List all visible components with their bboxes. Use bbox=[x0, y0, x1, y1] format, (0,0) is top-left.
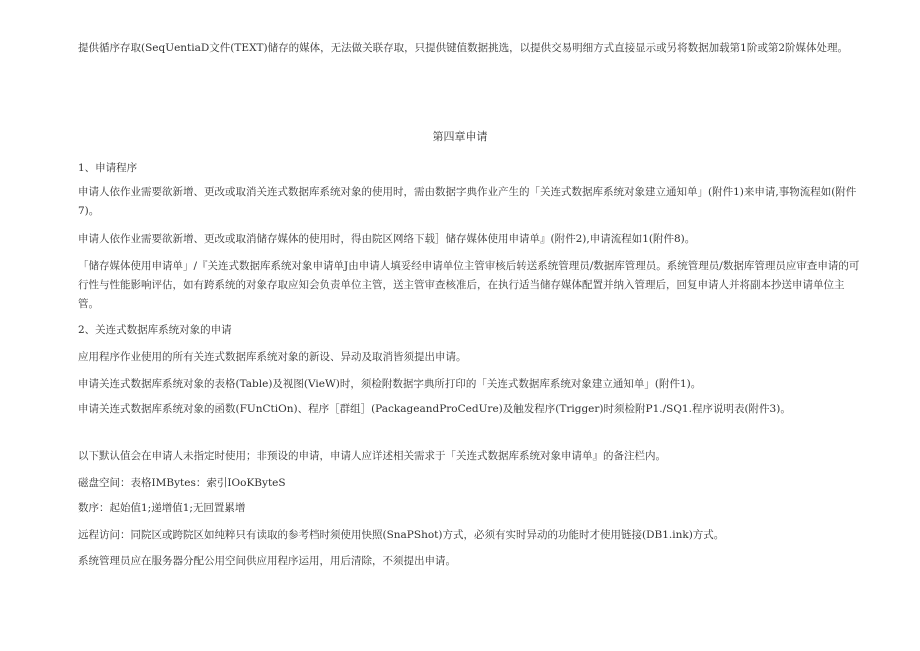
section-2-paragraph-1: 应用程序作业使用的所有关连式数据库系统对象的新设、异动及取消皆须提出申请。 bbox=[78, 351, 467, 363]
disk-space-line: 磁盘空间：表格IMBytes：索引IOoKByteS bbox=[78, 477, 286, 489]
section-1-paragraph-1: 申请人依作业需要欲新增、更改或取消关连式数据库系统对象的使用时，需由数据字典作业产生的「关连式数据库系统对象建立通知单」(附件1)来申请,事物流程如(附件7)。 bbox=[78, 186, 857, 217]
section-2-heading: 2、关连式数据库系统对象的申请 bbox=[78, 324, 232, 336]
chapter-title: 第四章申请 bbox=[432, 130, 488, 143]
remote-access-line: 远程访问：同院区或跨院区如纯粹只有读取的参考档时须使用快照(SnaPShot)方式，必须有实时异动的功能时才使用链接(DB1.ink)方式。 bbox=[78, 529, 725, 541]
section-2-paragraph-8: 系统管理员应在服务器分配公用空间供应用程序运用，用后清除，不须提出申请。 bbox=[78, 555, 456, 567]
sequence-line: 数序：起始值1;递增值1;无回置累增 bbox=[78, 502, 246, 514]
section-2-paragraph-3: 申请关连式数据库系统对象的函数(FUnCtiOn)、程序［群组］(PackageandProCedUre)及触发程序(Trigger)时须检附P1./SQ1.程序说明表(附件3)。 bbox=[78, 403, 791, 415]
section-2-paragraph-2: 申请关连式数据库系统对象的表格(Table)及视图(VieW)时，须检附数据字典所打印的「关连式数据库系统对象建立通知单」(附件1)。 bbox=[78, 378, 702, 390]
section-2-paragraph-4: 以下默认值会在申请人未指定时使用；非预设的申请，申请人应详述相关需求于「关连式数据库系统对象申请单』的备注栏内。 bbox=[78, 450, 666, 462]
section-1-paragraph-2: 申请人依作业需要欲新增、更改或取消储存媒体的使用时，得由院区网络下载］储存媒体使用申请单』(附件2),申请流程如1(附件8)。 bbox=[78, 233, 696, 245]
section-1-heading: 1、申请程序 bbox=[78, 162, 138, 174]
intro-paragraph: 提供循序存取(SeqUentiaD文件(TEXT)储存的媒体，无法做关联存取，只提供键值数据挑选，以提供交易明细方式直接显示或另将数据加载第1阶或第2阶媒体处理。 bbox=[78, 42, 849, 54]
section-1-paragraph-3: 「储存媒体使用申请单」/『关连式数据库系统对象申请单J由申请人填妥经申请单位主管审核后转送系统管理员/数据库管理员。系统管理员/数据库管理员应审查申请的可行性与性能影响评估，如有跨系统的对象存取应知会负责单位主管，送主管审查核准后，在执行适当储存媒体配置并纳入管理后，回复申请人并将副本抄送申请单位主管。 bbox=[78, 260, 860, 310]
